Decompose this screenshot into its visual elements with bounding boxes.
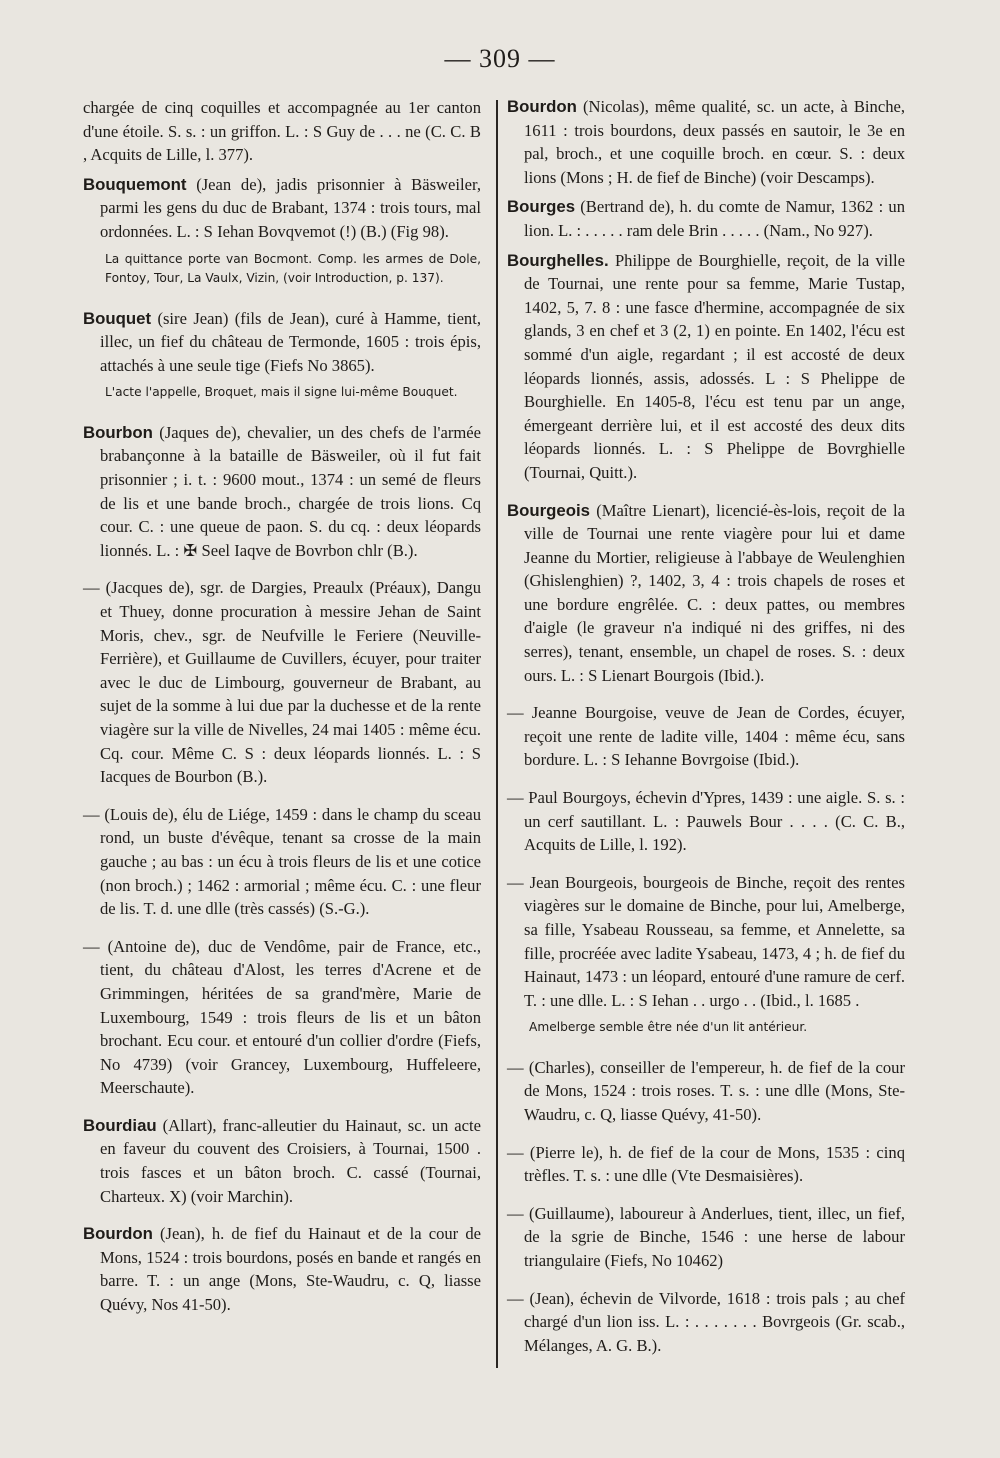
entry-headword: Bourdiau	[83, 1115, 157, 1135]
sub-entry: — (Pierre le), h. de fief de la cour de Mons, 1535 : cinq trèfles. T. s. : une dlle (Vte Desmaisières).	[507, 1142, 905, 1186]
continuation-paragraph: chargée de cinq coquilles et accompagnée au 1er canton d'une étoile. S. s. : un griffon. L. : S Guy de . . . ne (C. C. B , Acquits de Lille, l. 377).	[83, 98, 481, 165]
sub-entry: — (Guillaume), laboureur à Anderlues, tient, illec, un fief, de la sgrie de Binche, 1546 : une herse de labour triangulaire (Fiefs, No 10462)	[507, 1203, 905, 1271]
entry-bourgeois	[507, 499, 905, 688]
sub-entry: — (Antoine de), duc de Vendôme, pair de France, etc., tient, du château d'Alost, les terres d'Acrene et de Grimmingen, héritées de sa grand'mère, Marie de Luxembourg, 1549 : trois fleurs de lis et un bâton brochant. Ecu cour. et entouré d'un collier d'ordre (Fiefs, No 4739) (voir Grancey, Luxembourg, Huffeleere, Meerschaute).	[83, 936, 481, 1098]
entry-bourdiau	[83, 1114, 481, 1208]
entry-headword: Bourges	[507, 197, 576, 217]
entry-bouquet	[83, 307, 481, 378]
left-column	[83, 96, 481, 1331]
entry-text: Philippe de Bourghielle, reçoit, de la ville de Tournai, une rente pour sa femme, Marie Tustap, 1402, 5, 7. 8 : une fasce d'hermine, accompagnée de six glands, 3 en chef et 3 (2, 1) en pointe. En 1402, l'écu est sommé d'un aigle, regardant ; il est accosté de deux léopards lionnés, assis, adossés. L : S Phelippe de Bourghielle. En 1405-8, l'écu est tenu par un ange, émergeant derrière lui, et il est accosté des deux dits léopards lionnés. L. : S Phelippe de Bovrghielle (Tournai, Quitt.).	[524, 250, 905, 482]
sub-entry: — (Charles), conseiller de l'empereur, h. de fief de la cour de Mons, 1524 : trois roses. T. s. : une dlle (Mons, Ste-Waudru, c. Q, liasse Quévy, 41-50).	[507, 1057, 905, 1125]
entry-headword: Bourdon	[507, 97, 577, 116]
entry-headword: Bourgeois	[507, 500, 590, 520]
entry-bourbon	[83, 421, 481, 563]
entry-headword: Bourdon	[83, 1224, 153, 1244]
entry-headword: Bourbon	[83, 422, 153, 442]
entry-text: (Allart), franc-alleutier du Hainaut, sc. un acte en faveur du couvent des Croisiers, à Tournai, 1500 . trois fasces et un bâton broch. C. cassé (Tournai, Charteux. X) (voir Marchin).	[100, 1115, 481, 1206]
sub-entry: — Jeanne Bourgoise, veuve de Jean de Cordes, écuyer, reçoit une rente de ladite ville, 1404 : même écu, sans bordure. L. : S Iehanne Bovrgoise (Ibid.).	[507, 703, 905, 770]
sub-entry: — Jean Bourgeois, bourgeois de Binche, reçoit des rentes viagères sur le domaine de Binche, pour lui, Amelberge, sa fille, Ysabeau Rousseau, sa femme, et Annelette, sa fille, procréée avec ladite Ysabeau, 1473, 4 ; h. de fief du Hainaut, 1473 : un léopard, entouré d'une ramure de cerf. T. : une dlle. L. : S Iehan . . urgo . . (Ibid., l. 1685 .	[507, 872, 905, 1010]
entry-text: (Maître Lienart), licencié-ès-lois, reçoit de la ville de Tournai une rente viagère pour lui et dame Jeanne du Mortier, religieuse à l'abbaye de Weulenghien (Ghislenghien) ?, 1402, 3, 4 : trois chapels de roses et une bordure engrêlée. C. : deux pattes, ou membres d'aigle (le graveur n'a indiqué ni des griffes, ni des serres), tenant, ensemble, un chapel de roses. S. : deux ours. L. : S Lienart Bourgois (Ibid.).	[524, 500, 905, 685]
entry-bourdon-jean	[83, 1222, 481, 1316]
entry-headword: Bouquet	[83, 308, 152, 328]
entry-headword: Bouquemont	[83, 174, 187, 194]
page-number: — 309 —	[444, 44, 556, 73]
entry-headword: Bourghelles.	[507, 250, 609, 270]
sub-entry: — Paul Bourgoys, échevin d'Ypres, 1439 : une aigle. S. s. : un cerf sautillant. L. : Pauwels Bour . . . . (C. C. B., Acquits de Lille, l. 192).	[507, 788, 905, 855]
entry-text: (Jean), h. de fief du Hainaut et de la cour de Mons, 1524 : trois bourdons, posés en bande et rangés en barre. T. : un ange (Mons, Ste-Waudru, c. Q, liasse Quévy, Nos 41-50).	[100, 1224, 481, 1315]
right-column	[507, 95, 905, 1371]
sub-entry: — (Jacques de), sgr. de Dargies, Preaulx (Préaux), Dangu et Thuey, donne procuration à messire Jehan de Saint Moris, chev., sgr. de Neufville le Feriere (Neuville-Ferrière), et Guillaume de Cuvillers, écuyer, pour traiter avec le duc de Limbourg, gouverneur de Brabant, au sujet de la somme à lui due par la duchesse et de la rente viagère sur la ville de Nivelles, 24 mai 1405 : même écu. Cq. cour. Même C. S : deux léopards lionnés. L. : S Iacques de Bourbon (B.).	[83, 578, 481, 787]
entry-bouquemont	[83, 173, 481, 244]
entry-bourges	[507, 195, 905, 242]
footnote: La quittance porte van Bocmont. Comp. les armes de Dole, Fontoy, Tour, La Vaulx, Vizin, (voir Introduction, p. 137).	[105, 251, 481, 286]
entry-text: (Bertrand de), h. du comte de Namur, 1362 : un lion. L. : . . . . . ram dele Brin . . . . . (Nam., No 927).	[524, 197, 905, 240]
footnote: L'acte l'appelle, Broquet, mais il signe lui-même Bouquet.	[105, 385, 458, 400]
entry-text: (Nicolas), même qualité, sc. un acte, à Binche, 1611 : trois bourdons, deux passés en sautoir, le 3e en pal, broch., et une coquille broch. en cœur. S. : deux lions (Mons ; H. de fief de Binche) (voir Descamps).	[524, 97, 905, 187]
entry-bourdon-nicolas	[507, 95, 905, 189]
entry-bourghelles	[507, 249, 905, 485]
column-divider	[496, 100, 498, 1368]
entry-text: (sire Jean) (fils de Jean), curé à Hamme, tient, illec, un fief du château de Termonde, 1605 : trois épis, attachés à une seule tige (Fiefs No 3865).	[100, 308, 481, 375]
footnote: Amelberge semble être née d'un lit antérieur.	[529, 1020, 808, 1035]
entry-text: (Jaques de), chevalier, un des chefs de l'armée brabançonne à la bataille de Bäsweiler, où il fut fait prisonnier ; i. t. : 9600 mout., 1374 : un semé de fleurs de lis et une bande broch., chargée de trois lions. Cq cour. C. : une queue de paon. S. du cq. : deux léopards lionnés. L. : ✠ Seel Iaqve de Bovrbon chlr (B.).	[100, 422, 481, 560]
entry-text: (Jean de), jadis prisonnier à Bäsweiler, parmi les gens du duc de Brabant, 1374 : trois tours, mal ordonnées. L. : S Iehan Bovqvemot (!) (B.) (Fig 98).	[100, 174, 481, 241]
sub-entry: — (Louis de), élu de Liége, 1459 : dans le champ du sceau rond, un buste d'évêque, tenant sa crosse de la main gauche ; au bas : un écu à trois fleurs de lis et une cotice (non broch.) ; 1462 : armorial ; même écu. C. : une fleur de lis. T. d. une dlle (très cassés) (S.-G.).	[83, 804, 481, 919]
sub-entry: — (Jean), échevin de Vilvorde, 1618 : trois pals ; au chef chargé d'un lion iss. L. : . . . . . . . Bovrgeois (Gr. scab., Mélanges, A. G. B.).	[507, 1288, 905, 1355]
